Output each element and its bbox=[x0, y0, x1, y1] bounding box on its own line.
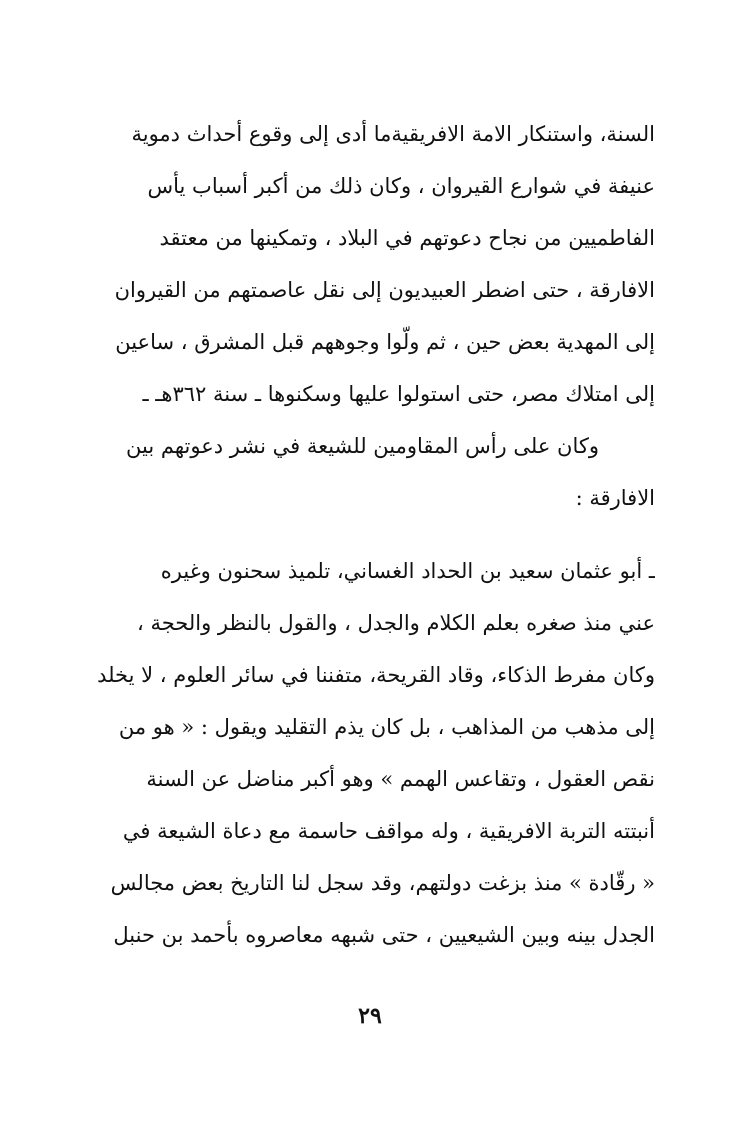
text-line: إلى مذهب من المذاهب ، بل كان يذم التقليد ويقول : « هو من bbox=[118, 715, 655, 739]
text-line: عني منذ صغره بعلم الكلام والجدل ، والقول بالنظر والحجة ، bbox=[137, 611, 655, 635]
text-line: إلى امتلاك مصر، حتى استولوا عليها وسكنوها ـ سنة ٣٦٢هـ ـ bbox=[142, 382, 655, 406]
text-line: الفاطميين من نجاح دعوتهم في البلاد ، وتمكينها من معتقد bbox=[159, 226, 655, 250]
text-line: ـ أبو عثمان سعيد بن الحداد الغساني، تلميذ سحنون وغيره bbox=[160, 559, 655, 583]
text-line: أنبتته التربة الافريقية ، وله مواقف حاسمة مع دعاة الشيعة في bbox=[122, 819, 655, 843]
text-line: « رقّادة » منذ بزغت دولتهم، وقد سجل لنا التاريخ بعض مجالس bbox=[110, 871, 655, 895]
text-line: السنة، واستنكار الامة الافريقيةما أدى إلى وقوع أحداث دموية bbox=[131, 122, 655, 146]
text-line: وكان مفرط الذكاء، وقاد القريحة، متفننا في سائر العلوم ، لا يخلد bbox=[97, 663, 655, 687]
text-line: وكان على رأس المقاومين للشيعة في نشر دعوتهم بين bbox=[126, 434, 599, 458]
paragraph-2 bbox=[85, 545, 655, 961]
paragraph-1 bbox=[85, 108, 655, 524]
page-number: ٢٩ bbox=[358, 1003, 382, 1029]
text-line: إلى المهدية بعض حين ، ثم ولّوا وجوههم قبل المشرق ، ساعين bbox=[115, 330, 655, 354]
text-line: نقص العقول ، وتقاعس الهمم » وهو أكبر مناضل عن السنة bbox=[146, 767, 655, 791]
text-line: الافارقة ، حتى اضطر العبيديون إلى نقل عاصمتهم من القيروان bbox=[114, 278, 655, 302]
text-line: الجدل بينه وبين الشيعيين ، حتى شبهه معاصروه بأحمد بن حنبل bbox=[113, 923, 655, 947]
text-line: عنيفة في شوارع القيروان ، وكان ذلك من أكبر أسباب يأس bbox=[147, 174, 655, 198]
text-line: الافارقة : bbox=[575, 486, 655, 510]
